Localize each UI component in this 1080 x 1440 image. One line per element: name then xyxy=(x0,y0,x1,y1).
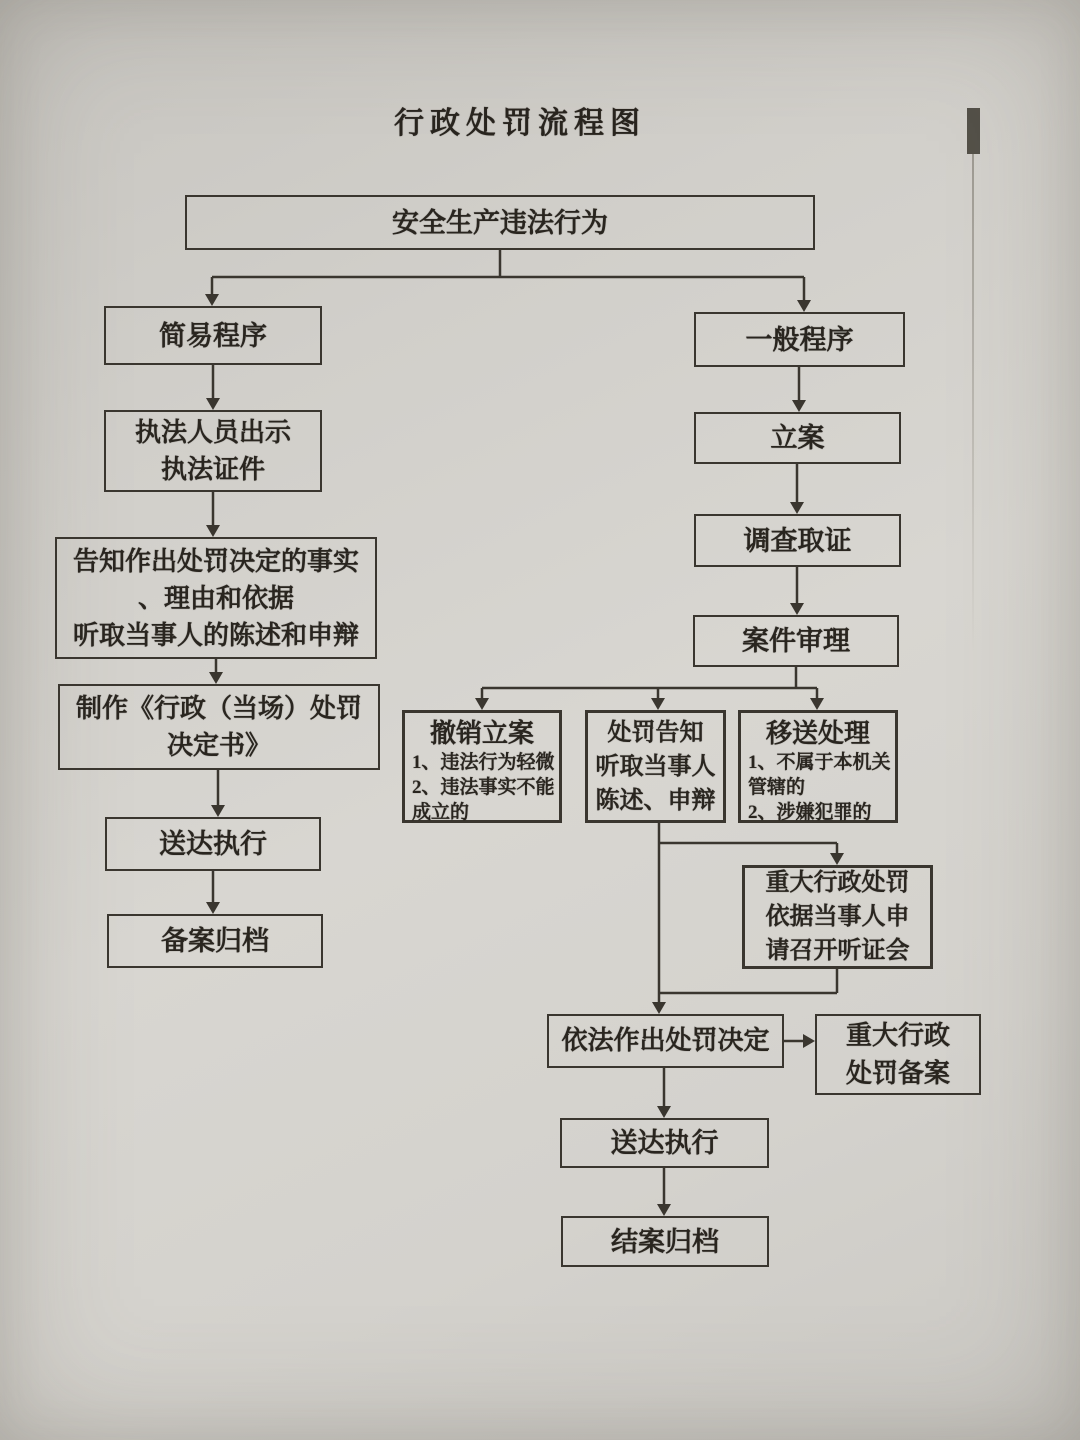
node-simple-procedure-label: 简易程序 xyxy=(159,320,267,351)
node-show-credentials-line: 执法证件 xyxy=(160,455,265,484)
node-violation xyxy=(185,195,815,250)
node-revoke-filing-line: 2、违法事实不能 xyxy=(412,777,555,798)
node-penalty-notice-line: 听取当事人 xyxy=(595,753,716,780)
node-hearing-line: 请召开听证会 xyxy=(765,938,910,964)
node-inform-facts xyxy=(55,537,377,659)
node-make-decision-doc xyxy=(58,684,380,770)
node-close-case-filing-label: 结案归档 xyxy=(611,1226,719,1257)
node-major-penalty-filing-line: 处罚备案 xyxy=(845,1058,950,1088)
node-simple-procedure xyxy=(104,306,322,365)
node-revoke-filing-line: 成立的 xyxy=(412,802,470,823)
node-general-procedure xyxy=(694,312,905,367)
node-hearing xyxy=(742,865,933,969)
node-major-penalty-filing-line: 重大行政 xyxy=(845,1020,950,1050)
page-title: 行政处罚流程图 xyxy=(394,107,646,140)
node-make-decision-doc-line: 制作《行政（当场）处罚 xyxy=(75,694,362,723)
node-make-penalty-decision-label: 依法作出处罚决定 xyxy=(561,1026,770,1055)
node-investigate xyxy=(694,514,901,567)
node-make-penalty-decision xyxy=(547,1014,784,1068)
node-make-decision-doc-line: 决定书》 xyxy=(166,731,271,760)
node-inform-facts-line: 、理由和依据 xyxy=(137,583,294,613)
node-general-procedure-label: 一般程序 xyxy=(745,324,854,355)
node-deliver-execute-left xyxy=(105,817,321,871)
node-transfer-handling-line: 2、涉嫌犯罪的 xyxy=(748,802,872,823)
node-record-filing-label: 备案归档 xyxy=(161,926,269,956)
node-inform-facts-line: 听取当事人的陈述和申辩 xyxy=(72,620,359,650)
node-hearing-line: 依据当事人申 xyxy=(765,904,910,930)
node-hearing-line: 重大行政处罚 xyxy=(765,870,910,896)
node-deliver-execute-left-label: 送达执行 xyxy=(159,829,267,859)
node-revoke-filing xyxy=(402,710,562,823)
node-transfer-handling xyxy=(738,710,898,823)
node-close-case-filing xyxy=(561,1216,769,1267)
node-show-credentials-line: 执法人员出示 xyxy=(134,418,291,447)
node-case-review-label: 案件审理 xyxy=(742,626,850,656)
node-case-review xyxy=(693,615,899,667)
node-penalty-notice-line: 陈述、申辩 xyxy=(595,787,716,814)
node-deliver-execute-right-label: 送达执行 xyxy=(610,1128,719,1158)
node-major-penalty-filing xyxy=(815,1014,981,1095)
node-revoke-filing-title: 撤销立案 xyxy=(429,719,534,748)
node-file-case-label: 立案 xyxy=(770,423,825,453)
node-transfer-handling-title: 移送处理 xyxy=(765,719,870,748)
node-record-filing xyxy=(107,914,323,968)
node-inform-facts-line: 告知作出处罚决定的事实 xyxy=(72,546,359,576)
node-revoke-filing-line: 1、违法行为轻微 xyxy=(412,752,555,773)
node-transfer-handling-line: 管辖的 xyxy=(748,777,806,798)
node-penalty-notice-line: 处罚告知 xyxy=(607,719,704,746)
node-violation-label: 安全生产违法行为 xyxy=(392,207,608,238)
node-investigate-label: 调查取证 xyxy=(743,525,852,556)
node-transfer-handling-line: 1、不属于本机关 xyxy=(748,752,891,773)
node-penalty-notice xyxy=(585,710,726,823)
node-show-credentials xyxy=(104,410,322,492)
node-file-case xyxy=(694,412,901,464)
node-deliver-execute-right xyxy=(560,1118,769,1168)
